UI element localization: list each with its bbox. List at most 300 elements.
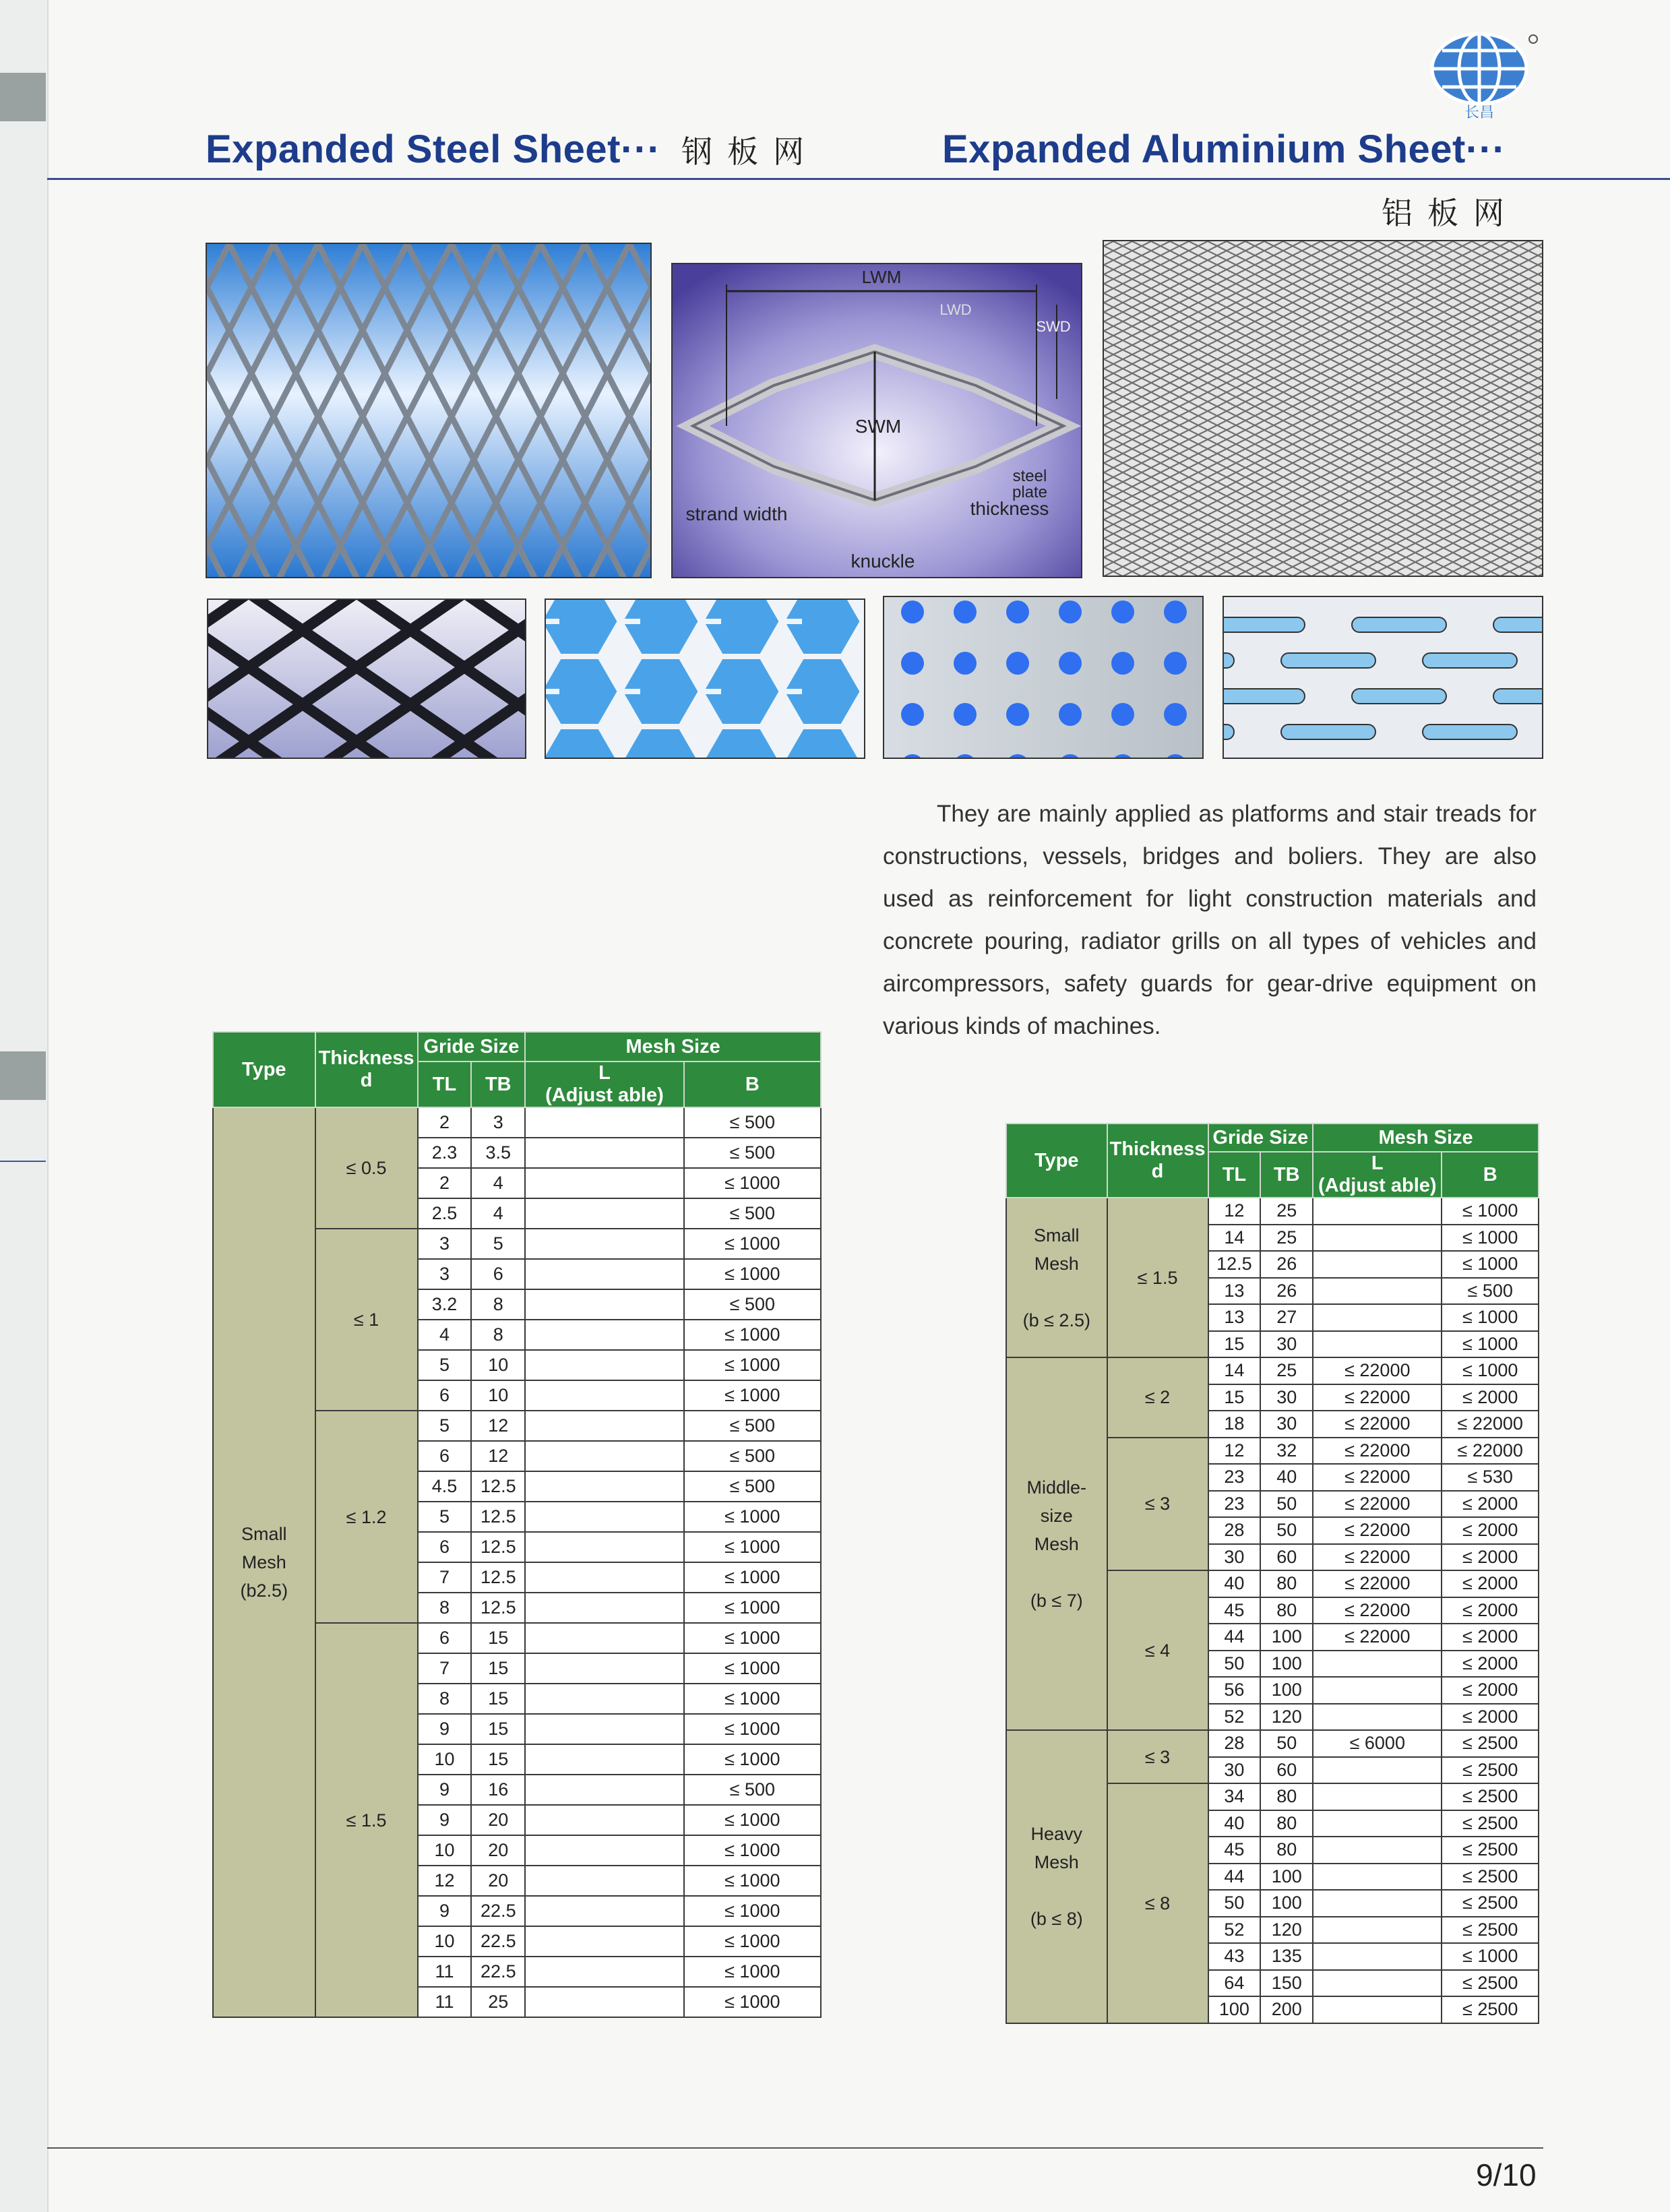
cell-l xyxy=(525,1775,683,1805)
cell-tb: 20 xyxy=(471,1805,525,1835)
cell-l xyxy=(525,1562,683,1593)
cell-l xyxy=(1313,1810,1442,1837)
cell-tb: 12.5 xyxy=(471,1471,525,1502)
cell-b: ≤ 500 xyxy=(684,1441,821,1471)
cell-tb: 100 xyxy=(1260,1624,1313,1651)
cell-tl: 15 xyxy=(1208,1384,1261,1411)
cell-l xyxy=(1313,1917,1442,1944)
cell-l xyxy=(525,1896,683,1926)
cell-l xyxy=(525,1926,683,1957)
cell-b: ≤ 500 xyxy=(684,1107,821,1138)
cell-b: ≤ 2000 xyxy=(1442,1597,1539,1624)
expanded-steel-photo xyxy=(206,243,652,578)
label-swm: SWM xyxy=(855,416,902,437)
col-mesh-size: Mesh Size xyxy=(1313,1124,1539,1152)
cell-l xyxy=(1313,1864,1442,1891)
cell-l xyxy=(525,1623,683,1653)
thickness-cell: ≤ 1.5 xyxy=(1107,1198,1208,1357)
cell-tb: 80 xyxy=(1260,1810,1313,1837)
cell-l xyxy=(525,1320,683,1350)
expanded-aluminium-photo xyxy=(1103,240,1543,577)
cell-b: ≤ 2000 xyxy=(1442,1651,1539,1678)
logo-text: 长昌 xyxy=(1464,104,1495,121)
cell-b: ≤ 1000 xyxy=(684,1957,821,1987)
thickness-cell: ≤ 1.2 xyxy=(315,1411,418,1623)
cell-tl: 40 xyxy=(1208,1810,1261,1837)
cell-tb: 25 xyxy=(1260,1357,1313,1384)
cell-tl: 4 xyxy=(418,1320,472,1350)
cell-l xyxy=(525,1532,683,1562)
col-l xyxy=(525,1062,683,1107)
cell-l xyxy=(1313,1278,1442,1305)
col-gride-size: Gride Size xyxy=(1208,1124,1313,1152)
cell-b: ≤ 500 xyxy=(684,1471,821,1502)
cell-tb: 15 xyxy=(471,1623,525,1653)
cell-tl: 15 xyxy=(1208,1331,1261,1358)
steel-title-cn: 钢板网 xyxy=(681,133,819,170)
col-thickness xyxy=(1107,1124,1208,1198)
col-l-label: L xyxy=(1371,1153,1384,1174)
cell-l xyxy=(525,1138,683,1168)
type-label-line: Mesh xyxy=(1034,1852,1079,1873)
cell-b: ≤ 2500 xyxy=(1442,1996,1539,2023)
col-tl: TL xyxy=(1208,1152,1261,1198)
cell-tb: 135 xyxy=(1260,1943,1313,1970)
cell-l xyxy=(1313,1198,1442,1225)
type-label-line: (b2.5) xyxy=(240,1580,288,1601)
cell-l xyxy=(525,1805,683,1835)
cell-tl: 3 xyxy=(418,1259,472,1289)
cell-tl: 43 xyxy=(1208,1943,1261,1970)
cell-l xyxy=(1313,1837,1442,1864)
cell-tb: 22.5 xyxy=(471,1896,525,1926)
cell-tb: 150 xyxy=(1260,1970,1313,1997)
cell-l: ≤ 22000 xyxy=(1313,1438,1442,1465)
cell-l xyxy=(1313,1943,1442,1970)
cell-b: ≤ 1000 xyxy=(684,1259,821,1289)
header-rule xyxy=(47,178,1670,180)
cell-tb: 80 xyxy=(1260,1837,1313,1864)
col-type: Type xyxy=(213,1032,315,1107)
cell-b: ≤ 1000 xyxy=(684,1623,821,1653)
cell-tb: 8 xyxy=(471,1320,525,1350)
cell-l xyxy=(1313,1890,1442,1917)
cell-b: ≤ 1000 xyxy=(1442,1331,1539,1358)
cell-b: ≤ 2000 xyxy=(1442,1517,1539,1544)
aluminium-title xyxy=(942,127,1506,172)
label-knuckle: knuckle xyxy=(851,551,915,572)
thickness-cell: ≤ 3 xyxy=(1107,1438,1208,1571)
cell-tb: 100 xyxy=(1260,1864,1313,1891)
cell-b: ≤ 2000 xyxy=(1442,1544,1539,1571)
aluminium-title-dots: ··· xyxy=(1465,127,1506,171)
cell-tl: 2 xyxy=(418,1107,472,1138)
cell-tb: 10 xyxy=(471,1350,525,1380)
steel-table-body xyxy=(213,1107,821,2017)
cell-tl: 4.5 xyxy=(418,1471,472,1502)
table-row xyxy=(1006,1357,1539,1384)
label-swd: SWD xyxy=(1036,318,1071,335)
cell-b: ≤ 1000 xyxy=(684,1744,821,1775)
cell-tl: 2 xyxy=(418,1168,472,1198)
cell-b: ≤ 2500 xyxy=(1442,1864,1539,1891)
cell-tl: 11 xyxy=(418,1957,472,1987)
cell-b: ≤ 500 xyxy=(684,1775,821,1805)
cell-tb: 60 xyxy=(1260,1544,1313,1571)
cell-b: ≤ 1000 xyxy=(684,1320,821,1350)
divider xyxy=(0,1161,46,1162)
cell-tb: 4 xyxy=(471,1198,525,1229)
cell-b: ≤ 1000 xyxy=(684,1532,821,1562)
type-label-line xyxy=(1007,1558,1107,1587)
cell-tb: 22.5 xyxy=(471,1957,525,1987)
cell-b: ≤ 2000 xyxy=(1442,1384,1539,1411)
type-cell xyxy=(213,1107,315,2017)
slotted-perforated-photo xyxy=(1223,596,1543,759)
cell-l xyxy=(525,1107,683,1138)
thickness-cell: ≤ 0.5 xyxy=(315,1107,418,1229)
cell-tl: 10 xyxy=(418,1926,472,1957)
type-label-line: Heavy xyxy=(1030,1824,1083,1845)
cell-tl: 11 xyxy=(418,1987,472,2017)
cell-tl: 23 xyxy=(1208,1491,1261,1518)
cell-tb: 10 xyxy=(471,1380,525,1411)
page-number: 9/10 xyxy=(1476,2157,1537,2192)
col-thickness-label: Thickness xyxy=(318,1047,414,1069)
product-description: They are mainly applied as platforms and stair treads for constructions, vessels, bridges and boliers. They are also used as reinforcement for light construction materials and concrete pouring, radiator grills on all types of vehicles and aircompressors, safety guards for gear-drive equipment on various kinds of machines. xyxy=(883,801,1537,1039)
cell-tl: 30 xyxy=(1208,1757,1261,1784)
cell-b: ≤ 2500 xyxy=(1442,1890,1539,1917)
type-label-line: Mesh xyxy=(241,1552,286,1572)
heavy-mesh-photo xyxy=(207,598,526,759)
type-label-line: (b ≤ 8) xyxy=(1030,1909,1083,1930)
cell-tb: 25 xyxy=(1260,1198,1313,1225)
cell-l xyxy=(525,1714,683,1744)
cell-tl: 8 xyxy=(418,1593,472,1623)
cell-tl: 5 xyxy=(418,1411,472,1441)
cell-b: ≤ 1000 xyxy=(684,1502,821,1532)
cell-tl: 28 xyxy=(1208,1517,1261,1544)
cell-b: ≤ 2000 xyxy=(1442,1704,1539,1731)
cell-tb: 25 xyxy=(471,1987,525,2017)
cell-l xyxy=(525,1380,683,1411)
cell-b: ≤ 1000 xyxy=(684,1380,821,1411)
cell-tb: 20 xyxy=(471,1866,525,1896)
page-tab-marker xyxy=(0,73,46,121)
col-thickness-label: Thickness xyxy=(1109,1138,1206,1160)
cell-tl: 14 xyxy=(1208,1225,1261,1252)
cell-tl: 28 xyxy=(1208,1730,1261,1757)
cell-l xyxy=(525,1259,683,1289)
cell-b: ≤ 1000 xyxy=(684,1896,821,1926)
label-lwd: LWD xyxy=(939,301,972,318)
cell-b: ≤ 1000 xyxy=(684,1593,821,1623)
cell-b: ≤ 1000 xyxy=(684,1835,821,1866)
cell-tb: 15 xyxy=(471,1714,525,1744)
cell-tl: 18 xyxy=(1208,1411,1261,1438)
cell-b: ≤ 500 xyxy=(684,1198,821,1229)
cell-tb: 5 xyxy=(471,1229,525,1259)
cell-tl: 23 xyxy=(1208,1464,1261,1491)
cell-b: ≤ 1000 xyxy=(684,1229,821,1259)
thickness-cell: ≤ 3 xyxy=(1107,1730,1208,1783)
type-label-line: (b ≤ 2.5) xyxy=(1022,1310,1090,1330)
cell-b: ≤ 2500 xyxy=(1442,1917,1539,1944)
cell-tb: 100 xyxy=(1260,1651,1313,1678)
type-label-line: Small xyxy=(241,1524,287,1544)
col-l xyxy=(1313,1152,1442,1198)
thickness-cell: ≤ 1.5 xyxy=(315,1623,418,2017)
steel-title-dots: ··· xyxy=(620,127,661,171)
cell-b: ≤ 1000 xyxy=(1442,1943,1539,1970)
hexagon-perforated-photo xyxy=(545,598,865,759)
cell-b: ≤ 500 xyxy=(684,1138,821,1168)
cell-l: ≤ 22000 xyxy=(1313,1624,1442,1651)
cell-b: ≤ 2500 xyxy=(1442,1783,1539,1810)
cell-b: ≤ 1000 xyxy=(684,1653,821,1684)
cell-tl: 14 xyxy=(1208,1357,1261,1384)
cell-l: ≤ 22000 xyxy=(1313,1517,1442,1544)
cell-b: ≤ 2500 xyxy=(1442,1970,1539,1997)
cell-tl: 8 xyxy=(418,1684,472,1714)
cell-l xyxy=(1313,1757,1442,1784)
cell-b: ≤ 2500 xyxy=(1442,1810,1539,1837)
cell-l xyxy=(525,1471,683,1502)
cell-l xyxy=(525,1957,683,1987)
cell-tb: 15 xyxy=(471,1653,525,1684)
cell-l xyxy=(525,1168,683,1198)
type-cell xyxy=(1006,1357,1107,1730)
cell-l xyxy=(1313,1251,1442,1278)
cell-tl: 3 xyxy=(418,1229,472,1259)
cell-tl: 44 xyxy=(1208,1864,1261,1891)
cell-b: ≤ 1000 xyxy=(684,1805,821,1835)
cell-tb: 3 xyxy=(471,1107,525,1138)
cell-tb: 100 xyxy=(1260,1890,1313,1917)
col-l-adjust: (Adjust able) xyxy=(1318,1175,1437,1196)
cell-b: ≤ 530 xyxy=(1442,1464,1539,1491)
cell-tb: 15 xyxy=(471,1684,525,1714)
cell-tb: 8 xyxy=(471,1289,525,1320)
aluminium-title-text: Expanded Aluminium Sheet xyxy=(942,127,1466,171)
cell-l xyxy=(525,1289,683,1320)
cell-tl: 6 xyxy=(418,1623,472,1653)
cell-tb: 16 xyxy=(471,1775,525,1805)
type-label-line: Mesh xyxy=(1034,1253,1079,1274)
cell-tb: 20 xyxy=(471,1835,525,1866)
cell-b: ≤ 2000 xyxy=(1442,1624,1539,1651)
col-b: B xyxy=(684,1062,821,1107)
cell-tb: 120 xyxy=(1260,1704,1313,1731)
cell-tb: 25 xyxy=(1260,1225,1313,1252)
col-thickness-d: d xyxy=(360,1070,373,1091)
col-tb: TB xyxy=(1260,1152,1313,1198)
cell-tl: 2.3 xyxy=(418,1138,472,1168)
type-label-line xyxy=(1007,1876,1107,1905)
cell-tb: 6 xyxy=(471,1259,525,1289)
thickness-cell: ≤ 8 xyxy=(1107,1783,1208,2023)
cell-tb: 27 xyxy=(1260,1304,1313,1331)
thickness-cell: ≤ 1 xyxy=(315,1229,418,1411)
cell-l xyxy=(525,1411,683,1441)
aluminium-table-body xyxy=(1006,1198,1539,2023)
cell-tl: 45 xyxy=(1208,1597,1261,1624)
cell-b: ≤ 2500 xyxy=(1442,1837,1539,1864)
cell-b: ≤ 1000 xyxy=(1442,1198,1539,1225)
cell-tb: 30 xyxy=(1260,1331,1313,1358)
cell-l xyxy=(1313,1331,1442,1358)
cell-tb: 12.5 xyxy=(471,1562,525,1593)
thickness-cell: ≤ 2 xyxy=(1107,1357,1208,1438)
cell-b: ≤ 1000 xyxy=(1442,1225,1539,1252)
cell-tb: 15 xyxy=(471,1744,525,1775)
col-thickness xyxy=(315,1032,418,1107)
cell-b: ≤ 2000 xyxy=(1442,1491,1539,1518)
cell-l xyxy=(525,1502,683,1532)
cell-tb: 50 xyxy=(1260,1730,1313,1757)
cell-tl: 2.5 xyxy=(418,1198,472,1229)
table-row xyxy=(1006,1730,1539,1757)
cell-l: ≤ 6000 xyxy=(1313,1730,1442,1757)
cell-tb: 50 xyxy=(1260,1491,1313,1518)
cell-tb: 100 xyxy=(1260,1677,1313,1704)
company-logo xyxy=(1415,27,1543,121)
cell-tb: 12.5 xyxy=(471,1593,525,1623)
cell-l: ≤ 22000 xyxy=(1313,1570,1442,1597)
cell-tl: 10 xyxy=(418,1744,472,1775)
round-hole-perforated-photo xyxy=(883,596,1204,759)
cell-l xyxy=(1313,1704,1442,1731)
footer-rule xyxy=(47,2147,1543,2149)
cell-tl: 44 xyxy=(1208,1624,1261,1651)
cell-b: ≤ 1000 xyxy=(684,1866,821,1896)
thickness-cell: ≤ 4 xyxy=(1107,1570,1208,1730)
type-label-line: Mesh xyxy=(1034,1533,1079,1554)
cell-tl: 6 xyxy=(418,1380,472,1411)
cell-tl: 7 xyxy=(418,1562,472,1593)
col-tl: TL xyxy=(418,1062,472,1107)
steel-title xyxy=(206,127,819,172)
label-strand-width: strand width xyxy=(685,503,788,524)
cell-l: ≤ 22000 xyxy=(1313,1597,1442,1624)
cell-tl: 5 xyxy=(418,1350,472,1380)
cell-tb: 12.5 xyxy=(471,1502,525,1532)
cell-tl: 9 xyxy=(418,1896,472,1926)
cell-tb: 12 xyxy=(471,1441,525,1471)
cell-b: ≤ 1000 xyxy=(684,1987,821,2017)
col-b: B xyxy=(1442,1152,1539,1198)
cell-tl: 12 xyxy=(1208,1438,1261,1465)
cell-tl: 9 xyxy=(418,1805,472,1835)
cell-l: ≤ 22000 xyxy=(1313,1384,1442,1411)
cell-tl: 7 xyxy=(418,1653,472,1684)
cell-b: ≤ 2000 xyxy=(1442,1677,1539,1704)
cell-tl: 6 xyxy=(418,1441,472,1471)
cell-tb: 26 xyxy=(1260,1251,1313,1278)
cell-l: ≤ 22000 xyxy=(1313,1491,1442,1518)
cell-l xyxy=(525,1835,683,1866)
cell-tl: 64 xyxy=(1208,1970,1261,1997)
cell-l xyxy=(525,1229,683,1259)
cell-l xyxy=(1313,1996,1442,2023)
cell-l xyxy=(525,1744,683,1775)
cell-tb: 80 xyxy=(1260,1597,1313,1624)
cell-l xyxy=(1313,1304,1442,1331)
mesh-dimension-diagram xyxy=(671,263,1082,578)
cell-tb: 40 xyxy=(1260,1464,1313,1491)
col-gride-size: Gride Size xyxy=(418,1032,526,1062)
cell-b: ≤ 22000 xyxy=(1442,1411,1539,1438)
cell-l: ≤ 22000 xyxy=(1313,1544,1442,1571)
type-label-line: Middle- xyxy=(1026,1477,1087,1498)
cell-tl: 34 xyxy=(1208,1783,1261,1810)
label-steel: steel xyxy=(1012,467,1047,485)
cell-tl: 50 xyxy=(1208,1651,1261,1678)
cell-b: ≤ 1000 xyxy=(684,1926,821,1957)
cell-tb: 4 xyxy=(471,1168,525,1198)
label-plate: plate xyxy=(1012,483,1048,501)
table-row xyxy=(213,1107,821,1138)
cell-tb: 12 xyxy=(471,1411,525,1441)
cell-b: ≤ 1000 xyxy=(684,1714,821,1744)
cell-b: ≤ 1000 xyxy=(684,1350,821,1380)
cell-b: ≤ 2000 xyxy=(1442,1570,1539,1597)
cell-b: ≤ 1000 xyxy=(1442,1251,1539,1278)
cell-tb: 50 xyxy=(1260,1517,1313,1544)
cell-tb: 30 xyxy=(1260,1384,1313,1411)
type-label-line: Small xyxy=(1034,1225,1080,1246)
col-type: Type xyxy=(1006,1124,1107,1198)
type-cell xyxy=(1006,1730,1107,2023)
cell-l xyxy=(525,1350,683,1380)
cell-l xyxy=(525,1866,683,1896)
cell-b: ≤ 2500 xyxy=(1442,1757,1539,1784)
cell-tl: 30 xyxy=(1208,1544,1261,1571)
cell-l xyxy=(525,1653,683,1684)
type-cell xyxy=(1006,1198,1107,1357)
label-thickness: thickness xyxy=(970,498,1049,519)
cell-l xyxy=(525,1987,683,2017)
cell-tl: 9 xyxy=(418,1775,472,1805)
cell-tb: 26 xyxy=(1260,1278,1313,1305)
steel-spec-table xyxy=(212,1031,822,2018)
cell-l xyxy=(525,1441,683,1471)
col-l-adjust: (Adjust able) xyxy=(545,1084,664,1106)
cell-l xyxy=(1313,1783,1442,1810)
steel-title-text: Expanded Steel Sheet xyxy=(206,127,621,171)
cell-b: ≤ 22000 xyxy=(1442,1438,1539,1465)
cell-l xyxy=(1313,1970,1442,1997)
type-label-line: size xyxy=(1040,1505,1073,1526)
cell-b: ≤ 500 xyxy=(684,1411,821,1441)
cell-tl: 40 xyxy=(1208,1570,1261,1597)
cell-b: ≤ 1000 xyxy=(1442,1357,1539,1384)
cell-l xyxy=(525,1684,683,1714)
cell-tl: 13 xyxy=(1208,1278,1261,1305)
col-thickness-d: d xyxy=(1151,1161,1164,1182)
cell-tl: 12 xyxy=(1208,1198,1261,1225)
cell-b: ≤ 1000 xyxy=(684,1684,821,1714)
cell-tl: 100 xyxy=(1208,1996,1261,2023)
cell-tl: 50 xyxy=(1208,1890,1261,1917)
cell-tl: 6 xyxy=(418,1532,472,1562)
cell-l xyxy=(525,1198,683,1229)
page-tab-marker xyxy=(0,1051,46,1100)
cell-b: ≤ 1000 xyxy=(684,1168,821,1198)
cell-tl: 9 xyxy=(418,1714,472,1744)
cell-tl: 3.2 xyxy=(418,1289,472,1320)
cell-tl: 45 xyxy=(1208,1837,1261,1864)
